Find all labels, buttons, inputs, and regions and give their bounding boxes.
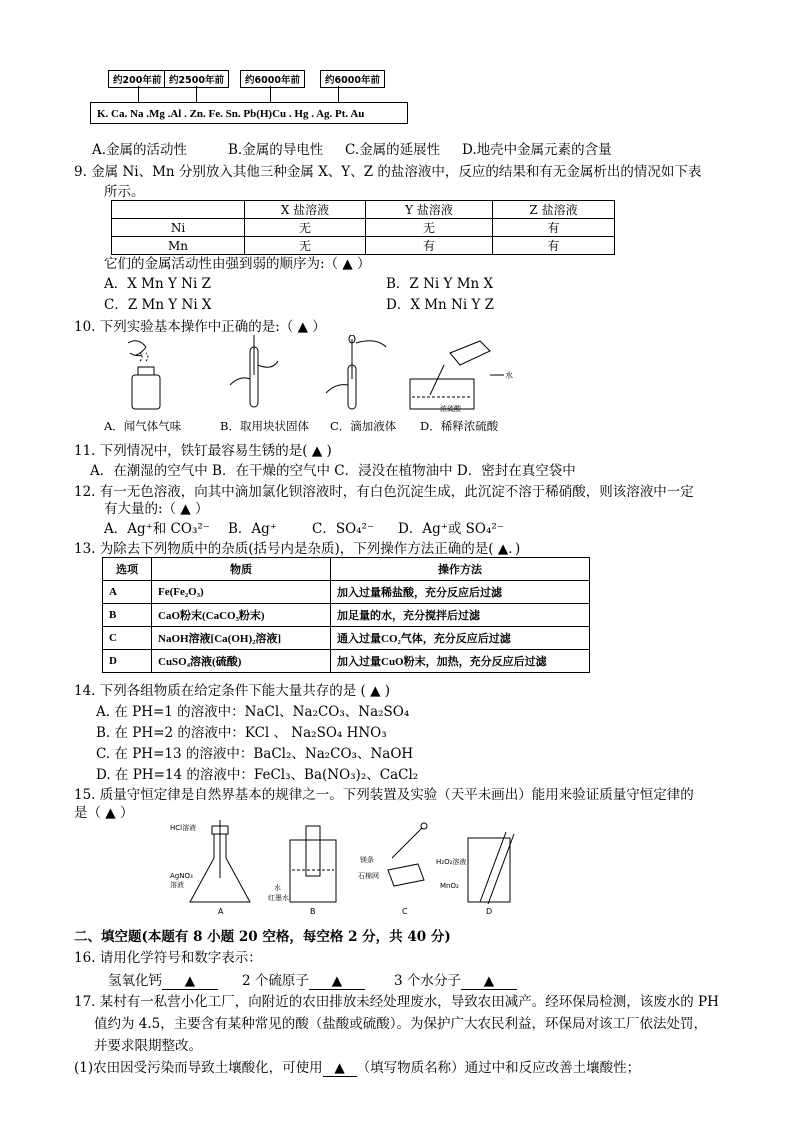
table-cell: C <box>103 627 152 650</box>
q10-caption-c: C．滴加液体 <box>330 419 397 433</box>
table-cell: Y 盐溶液 <box>366 201 493 219</box>
table-cell: D <box>103 650 152 673</box>
table-cell: 加足量的水，充分搅拌后过滤 <box>331 604 590 627</box>
table-cell: Fe(Fe₂O₃) <box>152 581 331 604</box>
q12-option-c: C．SO₄²⁻ <box>312 521 375 537</box>
q13-table <box>102 557 590 673</box>
answer-blank[interactable]: ▲ <box>162 973 218 990</box>
q14-option-c: C. 在 PH=13 的溶液中：BaCl₂、Na₂CO₃、NaOH <box>96 746 414 762</box>
table-cell: 无 <box>366 219 493 237</box>
table-cell: 选项 <box>103 558 152 581</box>
q12-option-d: D．Ag⁺或 SO₄²⁻ <box>398 521 504 537</box>
q15-figure <box>170 818 550 918</box>
table-row <box>103 627 590 650</box>
section-two-heading: 二、填空题(本题有 8 小题 20 空格，每空格 2 分，共 40 分) <box>74 929 451 945</box>
q12-stem: 12. 有一无色溶液，向其中滴加氯化钡溶液时，有白色沉淀生成，此沉淀不溶于稀硝酸，则该溶液中一定 <box>74 484 694 500</box>
table-cell: 有 <box>366 237 493 255</box>
q9-question: 它们的金属活动性由强到弱的顺序为:（ ▲ ） <box>104 256 371 272</box>
answer-blank[interactable]: ▲ <box>309 973 365 990</box>
q17-part-1 <box>74 1056 640 1077</box>
q16-item-2 <box>242 969 365 990</box>
q15-label-b2: 红墨水 <box>268 894 289 902</box>
table-cell: Mn <box>112 237 245 255</box>
table-row <box>112 201 615 219</box>
q15-label-c2: 石棉网 <box>358 872 379 880</box>
q17-line-3: 并要求限期整改。 <box>94 1038 202 1054</box>
timeline-label-1: 约200年前 <box>108 70 166 88</box>
q10-caption-a: A．闻气体气味 <box>104 419 182 433</box>
table-cell: NaOH溶液[Ca(OH)₂溶液] <box>152 627 331 650</box>
q17-part-1a: (1)农田因受污染而导致土壤酸化，可使用 <box>74 1060 323 1076</box>
q8-option-a: A.金属的活动性 <box>92 142 188 158</box>
table-cell: X 盐溶液 <box>245 201 366 219</box>
q15-label-d2: MnO₂ <box>440 882 459 890</box>
q16-stem: 16. 请用化学符号和数字表示： <box>74 950 262 966</box>
q15-caption-d: D <box>486 907 493 916</box>
q10-figure-c-dropper <box>326 335 386 409</box>
q15-caption-c: C <box>402 907 408 916</box>
q10-label-acid: 浓硫酸 <box>440 405 461 413</box>
table-cell: Z 盐溶液 <box>493 201 615 219</box>
answer-blank[interactable]: ▲ <box>323 1060 357 1077</box>
q10-caption-b: B．取用块状固体 <box>220 419 309 433</box>
q15-label-d1: H₂O₂溶液 <box>436 858 467 866</box>
q10-figure-a-smell <box>128 341 160 409</box>
table-cell: CaO粉末(CaCO₃粉末) <box>152 604 331 627</box>
table-cell: 无 <box>245 237 366 255</box>
q15-figure-d-tube <box>468 832 514 904</box>
table-row <box>112 219 615 237</box>
q11-stem: 11. 下列情况中，铁钉最容易生锈的是( ▲ ) <box>74 443 332 459</box>
answer-blank[interactable]: ▲ <box>461 973 517 990</box>
q14-option-a: A. 在 PH=1 的溶液中：NaCl、Na₂CO₃、Na₂SO₄ <box>96 704 410 720</box>
q14-stem: 14. 下列各组物质在给定条件下能大量共存的是 ( ▲ ) <box>74 683 391 699</box>
q10-caption-d: D．稀释浓硫酸 <box>420 419 499 433</box>
metal-activity-series: K. Ca. Na .Mg .Al . Zn. Fe. Sn. Pb(H)Cu . Hg . Ag. Pt. Au <box>90 102 408 124</box>
q16-item-label: 氢氧化钙 <box>108 973 162 989</box>
q15-label-b1: 水 <box>274 884 281 892</box>
q15-label-a1: HCl溶液 <box>170 824 197 832</box>
table-row <box>103 558 590 581</box>
q12-option-b: B．Ag⁺ <box>228 521 277 537</box>
q9-table <box>111 200 615 255</box>
q9-option-a: A．X Mn Y Ni Z <box>104 276 211 292</box>
table-cell: 有 <box>493 219 615 237</box>
table-cell: 有 <box>493 237 615 255</box>
table-cell: 无 <box>245 219 366 237</box>
q17-line-2: 值约为 4.5，主要含有某种常见的酸（盐酸或硫酸）。为保护广大农民利益，环保局对该工厂依法处罚， <box>94 1016 708 1032</box>
timeline-label-4: 约6000年前 <box>320 70 385 88</box>
q15-figure-b-beaker <box>290 826 336 902</box>
table-cell <box>112 201 245 219</box>
q11-options: A．在潮湿的空气中 B．在干燥的空气中 C．浸没在植物油中 D．密封在真空袋中 <box>90 463 576 479</box>
q8-option-d: D.地壳中金属元素的含量 <box>462 142 612 158</box>
q10-stem: 10. 下列实验基本操作中正确的是:（ ▲ ） <box>74 319 326 335</box>
table-cell: 操作方法 <box>331 558 590 581</box>
timeline-label-3: 约6000年前 <box>240 70 305 88</box>
table-cell: 物质 <box>152 558 331 581</box>
q8-option-c: C.金属的延展性 <box>345 142 441 158</box>
table-cell: B <box>103 604 152 627</box>
q15-caption-b: B <box>310 907 316 916</box>
table-cell: 通入过量CO₂气体，充分反应后过滤 <box>331 627 590 650</box>
q15-figure-c-burn <box>388 823 427 886</box>
q15-figure-a-flask <box>190 820 250 902</box>
table-cell: 加入过量稀盐酸，充分反应后过滤 <box>331 581 590 604</box>
q10-label-water: 水 <box>505 371 513 380</box>
q16-item-1 <box>108 969 218 990</box>
q15-label-a3: 溶液 <box>170 881 184 889</box>
q9-option-c: C．Z Mn Y Ni X <box>104 297 212 313</box>
q9-option-b: B．Z Ni Y Mn X <box>386 276 494 292</box>
q16-item-label: 2 个硫原子 <box>242 973 309 989</box>
table-cell: 加入过量CuO粉末，加热，充分反应后过滤 <box>331 650 590 673</box>
q9-option-d: D．X Mn Ni Y Z <box>386 297 495 313</box>
q14-option-b: B. 在 PH=2 的溶液中：KCl 、 Na₂SO₄ HNO₃ <box>96 725 387 741</box>
table-row <box>103 604 590 627</box>
q15-stem: 15. 质量守恒定律是自然界基本的规律之一。下列装置及实验（天平未画出）能用来验证质量守恒定律的 <box>74 787 694 803</box>
timeline-label-2: 约2500年前 <box>164 70 229 88</box>
q10-figure-b-solid <box>230 335 278 407</box>
q17-line-1: 17. 某村有一私营小化工厂，向附近的农田排放未经处理废水，导致农田减产。经环保局检测，该废水的 PH <box>74 994 719 1010</box>
table-row <box>103 581 590 604</box>
q15-stem-cont: 是（ ▲ ） <box>74 805 134 821</box>
q10-figure <box>100 335 520 413</box>
q15-caption-a: A <box>218 907 224 916</box>
table-cell: A <box>103 581 152 604</box>
q16-item-3 <box>394 969 517 990</box>
q13-stem: 13. 为除去下列物质中的杂质(括号内是杂质)，下列操作方法正确的是( ▲．) <box>74 541 521 557</box>
q17-part-1b: （填写物质名称）通过中和反应改善土壤酸性； <box>356 1060 641 1076</box>
table-row <box>103 650 590 673</box>
q15-label-a2: AgNO₃ <box>170 872 193 880</box>
table-cell: CuSO₄溶液(硫酸) <box>152 650 331 673</box>
q9-stem: 9. 金属 Ni、Mn 分别放入其他三种金属 X、Y、Z 的盐溶液中，反应的结果和有无金属析出的情况如下表 <box>74 164 702 180</box>
table-cell: Ni <box>112 219 245 237</box>
q12-option-a: A．Ag⁺和 CO₃²⁻ <box>104 521 210 537</box>
q15-label-c1: 镁条 <box>360 856 374 864</box>
q9-stem-cont: 所示。 <box>104 184 145 200</box>
q16-item-label: 3 个水分子 <box>394 973 461 989</box>
q10-figure-d-dilute <box>410 341 504 409</box>
q8-option-b: B.金属的导电性 <box>228 142 324 158</box>
q14-option-d: D. 在 PH=14 的溶液中：FeCl₃、Ba(NO₃)₂、CaCl₂ <box>96 767 419 783</box>
q12-stem-cont: 有大量的:（ ▲ ） <box>104 501 209 517</box>
